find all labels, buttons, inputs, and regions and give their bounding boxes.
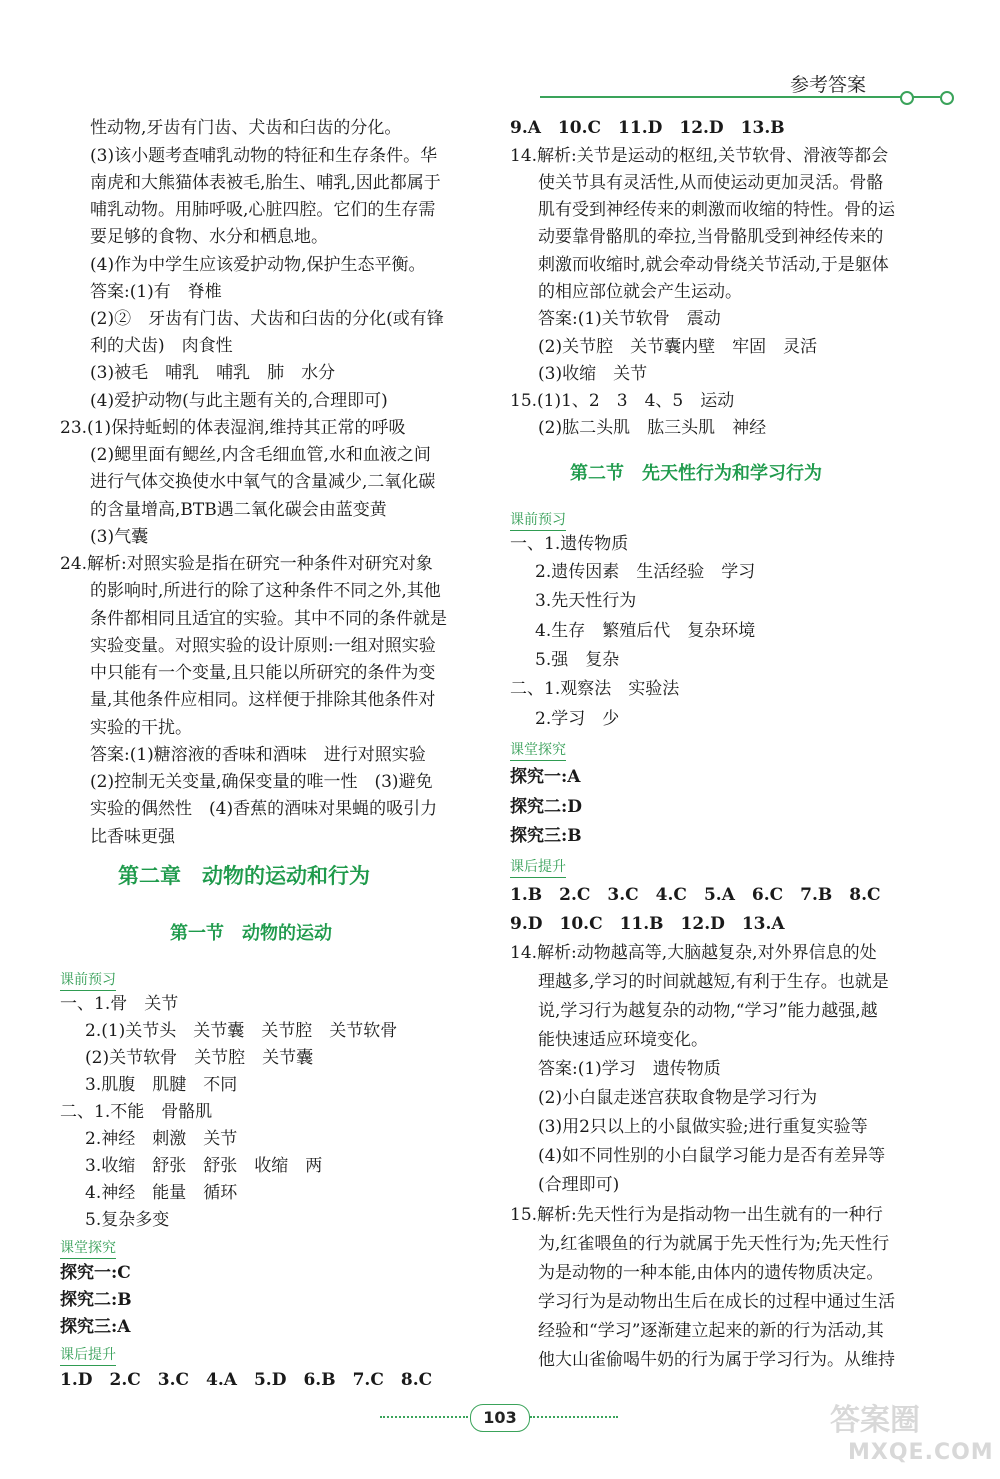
text-line: 探究三:A <box>60 1317 131 1337</box>
section-title: 第一节 动物的运动 <box>170 923 332 944</box>
text-line: (3)被毛 哺乳 哺乳 肺 水分 <box>90 363 336 383</box>
text-line: 14.解析:关节是运动的枢纽,关节软骨、滑液等都会 <box>510 146 889 166</box>
text-line: 5.复杂多变 <box>85 1210 170 1230</box>
text-line: 经验和“学习”逐渐建立起来的新的行为活动,其 <box>538 1321 884 1341</box>
section-tag: 课堂探究 <box>510 740 566 761</box>
text-line: (3)收缩 关节 <box>538 364 648 384</box>
text-line: 15.解析:先天性行为是指动物一出生就有的一种行 <box>510 1205 883 1225</box>
text-line: 说,学习行为越复杂的动物,“学习”能力越强,越 <box>538 1001 878 1021</box>
text-line: 探究一:A <box>510 767 581 787</box>
text-line: (3)气囊 <box>90 527 149 547</box>
text-line: 4.生存 繁殖后代 复杂环境 <box>535 621 756 641</box>
text-line: 探究一:C <box>60 1263 131 1283</box>
text-line: 4.神经 能量 循环 <box>85 1183 238 1203</box>
text-line: (3)用2只以上的小鼠做实验;进行重复实验等 <box>538 1117 868 1137</box>
chapter-title: 第二章 动物的运动和行为 <box>118 864 370 888</box>
text-line: 24.解析:对照实验是指在研究一种条件对研究对象 <box>60 554 433 574</box>
page-number: 103 <box>470 1404 530 1432</box>
section-tag: 课前预习 <box>60 970 116 991</box>
text-line: (2)关节腔 关节囊内壁 牢固 灵活 <box>538 337 818 357</box>
text-line: 哺乳动物。用肺呼吸,心脏四腔。它们的生存需 <box>90 200 436 220</box>
text-line: 14.解析:动物越高等,大脑越复杂,对外界信息的处 <box>510 943 877 963</box>
text-line: 使关节具有灵活性,从而使运动更加灵活。骨骼 <box>538 173 884 193</box>
text-line: 中只能有一个变量,且只能以所研究的条件为变 <box>90 663 436 683</box>
text-line: 动要靠骨骼肌的牵拉,当骨骼肌受到神经传来的 <box>538 227 884 247</box>
text-line: (2)② 牙齿有门齿、犬齿和臼齿的分化(或有锋 <box>90 309 444 329</box>
text-line: 的相应部位就会产生运动。 <box>538 282 742 302</box>
text-line: 2.神经 刺激 关节 <box>85 1129 238 1149</box>
header-ornament-icon <box>900 91 914 105</box>
text-line: (3)该小题考查哺乳动物的特征和生存条件。华 <box>90 146 438 166</box>
text-line: 实验变量。对照实验的设计原则:一组对照实验 <box>90 636 436 656</box>
text-line: 一、1.骨 关节 <box>60 994 179 1014</box>
text-line: (4)如不同性别的小白鼠学习能力是否有差异等 <box>538 1146 886 1166</box>
text-line: 2.学习 少 <box>535 709 620 729</box>
text-line: 为是动物的一种本能,由体内的遗传物质决定。 <box>538 1263 884 1283</box>
text-line: 利的犬齿) 肉食性 <box>90 336 233 356</box>
text-line: 学习行为是动物出生后在成长的过程中通过生活 <box>538 1292 895 1312</box>
text-line: (4)爱护动物(与此主题有关的,合理即可) <box>90 391 388 411</box>
text-line: (2)控制无关变量,确保变量的唯一性 (3)避免 <box>90 772 433 792</box>
text-line: 条件都相同且适宜的实验。其中不同的条件就是 <box>90 609 447 629</box>
text-line: 要足够的食物、水分和栖息地。 <box>90 227 328 247</box>
text-line: 实验的偶然性 (4)香蕉的酒味对果蝇的吸引力 <box>90 799 438 819</box>
text-line: (4)作为中学生应该爱护动物,保护生态平衡。 <box>90 255 426 275</box>
page-number-ornament <box>380 1416 468 1420</box>
text-line: 理越多,学习的时间就越短,有利于生存。也就是 <box>538 972 889 992</box>
text-line: 2.遗传因素 生活经验 学习 <box>535 562 756 582</box>
text-line: 量,其他条件应相同。这样便于排除其他条件对 <box>90 690 436 710</box>
text-line: 二、1.不能 骨骼肌 <box>60 1102 213 1122</box>
text-line: 的含量增高,BTB遇二氧化碳会由蓝变黄 <box>90 500 387 520</box>
section-title: 第二节 先天性行为和学习行为 <box>570 463 822 484</box>
text-line: 探究二:D <box>510 797 583 817</box>
text-line: 能快速适应环境变化。 <box>538 1030 708 1050</box>
header-title: 参考答案 <box>790 74 867 96</box>
section-tag: 课后提升 <box>60 1345 116 1366</box>
text-line: 9.D 10.C 11.B 12.D 13.A <box>510 914 785 934</box>
text-line: 性动物,牙齿有门齿、犬齿和臼齿的分化。 <box>90 118 402 138</box>
text-line: 23.(1)保持蚯蚓的体表湿润,维持其正常的呼吸 <box>60 418 406 438</box>
text-line: 3.肌腹 肌腱 不同 <box>85 1075 238 1095</box>
text-line: (2)关节软骨 关节腔 关节囊 <box>85 1048 314 1068</box>
header-rule <box>540 96 940 98</box>
text-line: 南虎和大熊猫体表被毛,胎生、哺乳,因此都属于 <box>90 173 441 193</box>
text-line: (2)肱二头肌 肱三头肌 神经 <box>538 418 767 438</box>
text-line: 15.(1)1、2 3 4、5 运动 <box>510 391 735 411</box>
text-line: 比香味更强 <box>90 827 175 847</box>
text-line: 探究三:B <box>510 826 582 846</box>
text-line: 为,红雀喂鱼的行为就属于先天性行为;先天性行 <box>538 1234 890 1254</box>
answer-line: 答案:(1)有 脊椎 <box>90 282 222 302</box>
text-line: (2)鳃里面有鳃丝,内含毛细血管,水和血液之间 <box>90 445 431 465</box>
page-number-ornament <box>530 1416 618 1420</box>
text-line: (合理即可) <box>538 1175 620 1195</box>
text-line: 的影响时,所进行的除了这种条件不同之外,其他 <box>90 581 441 601</box>
text-line: 2.(1)关节头 关节囊 关节腔 关节软骨 <box>85 1021 398 1041</box>
header-ornament-icon <box>940 91 954 105</box>
text-line: 刺激而收缩时,就会牵动骨绕关节活动,于是躯体 <box>538 255 889 275</box>
text-line: (2)小白鼠走迷宫获取食物是学习行为 <box>538 1088 818 1108</box>
answer-line: 答案:(1)关节软骨 震动 <box>538 309 721 329</box>
answer-line: 答案:(1)糖溶液的香味和酒味 进行对照实验 <box>90 745 426 765</box>
text-line: 3.收缩 舒张 舒张 收缩 两 <box>85 1156 323 1176</box>
section-tag: 课后提升 <box>510 857 566 878</box>
text-line: 一、1.遗传物质 <box>510 534 629 554</box>
text-line: 他大山雀偷喝牛奶的行为属于学习行为。从维持 <box>538 1350 895 1370</box>
text-line: 3.先天性行为 <box>535 591 637 611</box>
text-line: 9.A 10.C 11.D 12.D 13.B <box>510 118 785 138</box>
section-tag: 课前预习 <box>510 510 566 531</box>
text-line: 探究二:B <box>60 1290 132 1310</box>
text-line: 5.强 复杂 <box>535 650 620 670</box>
text-line: 1.B 2.C 3.C 4.C 5.A 6.C 7.B 8.C <box>510 885 881 905</box>
text-line: 肌有受到神经传来的刺激而收缩的特性。骨的运 <box>538 200 895 220</box>
section-tag: 课堂探究 <box>60 1238 116 1259</box>
text-line: 二、1.观察法 实验法 <box>510 679 680 699</box>
watermark-url: MXQE.COM <box>848 1440 994 1465</box>
answer-line: 答案:(1)学习 遗传物质 <box>538 1059 721 1079</box>
text-line: 进行气体交换使水中氧气的含量减少,二氧化碳 <box>90 472 436 492</box>
text-line: 1.D 2.C 3.C 4.A 5.D 6.B 7.C 8.C <box>60 1370 433 1390</box>
text-line: 实验的干扰。 <box>90 718 192 738</box>
watermark-logo: 答案圈 <box>830 1403 920 1438</box>
